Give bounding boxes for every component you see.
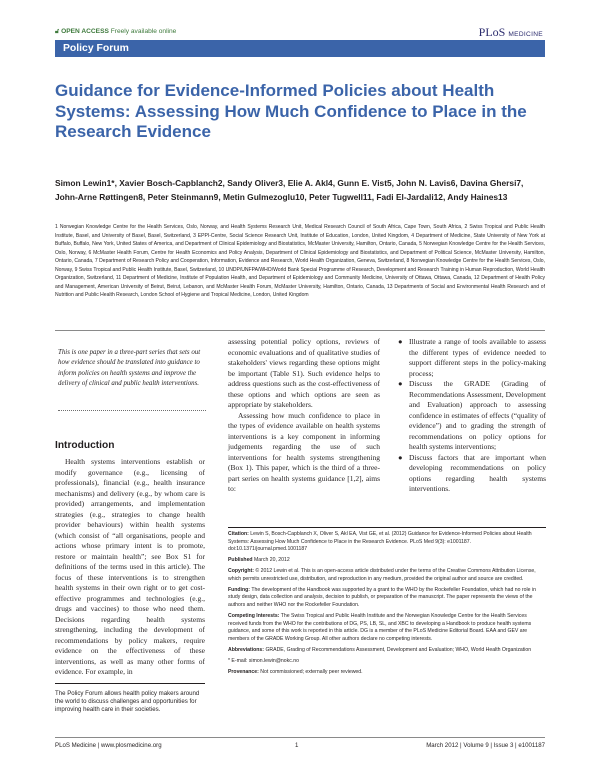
abbreviations: Abbreviations: GRADE, Grading of Recommendations Assessment, Development and Evaluation; WHO, World Health Organization bbox=[228, 646, 532, 653]
footer-divider bbox=[55, 737, 545, 738]
bullet-icon: ● bbox=[398, 379, 403, 388]
provenance: Provenance: Not commissioned; externally peer reviewed. bbox=[228, 668, 363, 675]
introduction-heading: Introduction bbox=[55, 440, 115, 451]
author-list: Simon Lewin1*, Xavier Bosch-Capblanch2, Sandy Oliver3, Elie A. Akl4, Gunn E. Vist5, John N. Lavis6, Davina Ghersi7, John-Arne Røttingen8, Peter Steinmann9, Metin Gulmezoglu10, Peter Tugwell11, Fadi El-Jardali12, Andy Haines13 bbox=[55, 178, 524, 203]
open-access-icon: 🔓︎ bbox=[55, 28, 60, 35]
series-note: This is one paper in a three-part series that sets out how evidence should be translated into guidance to inform policies on health systems and improve the delivery of clinical and public health interventions. bbox=[58, 349, 201, 387]
middle-paragraph-2: Assessing how much confidence to place in the types of evidence available on health systems interventions is a key component in informing judgements regarding the use of such interventions for health systems strengthening (Box 1). This paper, which is the third of a three-part series on health systems guidance [1,2], aims to: bbox=[228, 410, 380, 493]
open-access-label bbox=[55, 28, 176, 36]
published-date: Published March 20, 2012 bbox=[228, 557, 290, 564]
footer-issue: March 2012 | Volume 9 | Issue 3 | e1001187 bbox=[426, 742, 545, 749]
introduction-paragraph: Health systems interventions establish or modify governance (e.g., licensing of professionals), financial (e.g., health insurance mechanisms) and delivery (e.g., by whom care is provided) arrangements, and implementation strategies (e.g., strategies to change health provider behaviours) within health systems (which consist of “all organisations, people and actions whose primary intent is to promote, restore or maintain health”; see Box S1 for definitions of the terms used in this article). The focus of these interventions is to strengthen health systems in their own right or to get cost-effective programmes and technologies (e.g., drugs and vaccines) to those who need them. Decisions regarding health systems strengthening, including the development of recommendations by policy makers, require evidence on the effectiveness of these interventions, as well as many other forms of evidence. For example, in bbox=[55, 457, 205, 676]
middle-column bbox=[228, 337, 380, 495]
free-availability-text: Freely available online bbox=[110, 28, 177, 35]
funding: Funding: The development of the Handbook was supported by a grant to the WHO by the Rockefeller Foundation, which had no role in study design, data collection and analysis, decision to publish, or preparation of the manuscript. The paper represents the views of the authors and neither WHO nor the Rockefeller Foundation. bbox=[228, 586, 536, 608]
bullet-icon: ● bbox=[398, 452, 403, 462]
bullet-icon: ● bbox=[398, 337, 403, 346]
policy-forum-note: The Policy Forum allows health policy makers around the world to discuss challenges and opportunities for improving health care in their societies. bbox=[55, 683, 205, 714]
list-item: ● Illustrate a range of tools available to assess the different types of evidence needed to support different steps in the policy-making process; bbox=[398, 337, 546, 378]
article-title: Guidance for Evidence-Informed Policies about Health Systems: Assessing How Much Confidence to Place in the Research Evidence bbox=[55, 81, 527, 141]
introduction-column bbox=[55, 457, 205, 678]
journal-logo-sub: MEDICINE bbox=[508, 31, 543, 38]
list-item: ● Discuss factors that are important when developing recommendations on policy options regarding health systems interventions. bbox=[398, 452, 546, 493]
series-note-divider bbox=[58, 410, 206, 411]
page-number: 1 bbox=[295, 742, 299, 749]
top-bar bbox=[55, 27, 545, 41]
journal-logo bbox=[479, 25, 543, 40]
list-item: ● Discuss the GRADE (Grading of Recommendations Assessment, Development and Evaluation) approach to assessing confidence in estimates of effects (“quality of evidence”) and to grading the strength of recommendations on policy options for health systems interventions; bbox=[398, 379, 546, 451]
citation: Citation: Lewin S, Bosch-Capblanch X, Oliver S, Akl EA, Vist GE, et al. (2012) Guidance for Evidence-Informed Policies about Health Systems: Assessing How Much Confidence to Place in the Research Evidence. PLoS Med 9(3): e1001187. doi:10.1371/journal.pmed.1001187 bbox=[228, 531, 532, 553]
metadata-divider bbox=[228, 527, 546, 528]
aims-list bbox=[398, 337, 546, 495]
copyright: Copyright: © 2012 Lewin et al. This is an open-access article distributed under the terms of the Creative Commons Attribution License, which permits unrestricted use, distribution, and reproduction in any medium, provided the original author and source are credited. bbox=[228, 568, 536, 582]
competing-interests: Competing Interests: The Swiss Tropical and Public Health Institute and the Norwegian Knowledge Centre for the Health Services received funds from the WHO for the contributions of DG, PS, LB, SL, and XBC to developing a Handbook to produce health systems guidance, and some of this work is reported in this article. DG is a member of the PLoS Medicine Editorial Board. EAA and GEV are members of the GRADE Working Group. All other authors declare no competing interests. bbox=[228, 612, 532, 642]
open-access-text: OPEN ACCESS bbox=[61, 28, 109, 35]
footer-journal-link[interactable]: PLoS Medicine | www.plosmedicine.org bbox=[55, 742, 162, 749]
contact-email[interactable]: * E-mail: simon.lewin@nokc.no bbox=[228, 657, 299, 664]
section-banner: Policy Forum bbox=[55, 40, 545, 57]
middle-paragraph-1: assessing potential policy options, reviews of economic evaluations and of qualitative studies of stakeholders' views regarding these options might be important (Table S1). Such evidence helps to address questions such as the cost-effectiveness of these options and which options are seen as appropriate by stakeholders. bbox=[228, 337, 380, 409]
affiliations: 1 Norwegian Knowledge Centre for the Health Services, Oslo, Norway, and Health Systems Research Unit, Medical Research Council of South Africa, Cape Town, South Africa, 2 Swiss Tropical and Public Health Institute, Basel, and University of Basel, Basel, Switzerland, 3 EPPI-Centre, Social Science Research Unit, Institute of Education, London, United Kingdom, 4 Department of Medicine, State University of New York at Buffalo, Buffalo, New York, United States of America, and Department of Clinical Epidemiology and Biostatistics, McMaster University, Hamilton, Ontario, Canada, 5 Norwegian Knowledge Centre for the Health Services, Oslo, Norway, 6 McMaster Health Forum, Centre for Health Economics and Policy Analysis, Department of Clinical Epidemiology and Biostatistics, and Department of Political Science, McMaster University, Hamilton, Ontario, Canada, 7 Department of Research Policy and Cooperation, Information, Evidence and Research, World Health Organization, Geneva, Switzerland, 8 Norwegian Knowledge Centre for the Health Services, Oslo, Norway, 9 Swiss Tropical and Public Health Institute, Basel, Switzerland, 10 UNDP/UNFPA/WHO/World Bank Special Programme of Research, Development and Research Training in Human Reproduction, World Health Organization, Switzerland, 11 Department of Medicine, Institute of Population Health, and Department of Epidemiology and Community Medicine, University of Ottawa, Ottawa, Canada, 12 Department of Health Policy and Management, American University of Beirut, Beirut, Lebanon, and McMaster Health Forum, McMaster University, Hamilton, Ontario, Canada, 13 Departments of Social and Environmental Health Research and of Nutrition and Public Health Research, London School of Hygiene and Tropical Medicine, London, United Kingdom bbox=[55, 224, 545, 299]
article-metadata bbox=[228, 531, 546, 680]
journal-logo-main: PLoS bbox=[478, 25, 506, 39]
header-divider bbox=[55, 330, 545, 331]
